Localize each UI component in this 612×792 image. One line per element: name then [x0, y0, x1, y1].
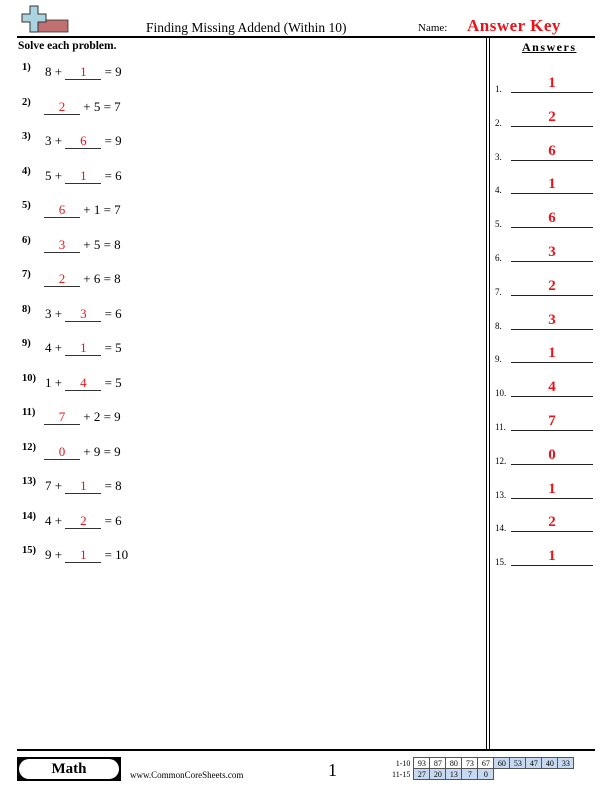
answer-field[interactable]: 2 [511, 513, 593, 532]
answer-number: 12. [495, 455, 507, 466]
answer-number: 8. [495, 320, 502, 331]
score-cell: 53 [510, 758, 526, 769]
answer-field[interactable]: 2 [511, 277, 593, 296]
answer-number: 3. [495, 151, 502, 162]
answer-number: 15. [495, 557, 507, 568]
equation [44, 99, 121, 115]
name-value: Answer Key [467, 16, 561, 35]
score-cell: 20 [430, 769, 446, 780]
answer-number: 10. [495, 388, 507, 399]
equation-right: + 2 = 9 [80, 409, 121, 424]
answer-row [495, 446, 595, 466]
equation-left: 3 + [45, 133, 66, 148]
problem-number: 3) [22, 131, 31, 142]
equation-right: = 6 [101, 305, 122, 321]
problem-number: 7) [22, 269, 31, 280]
equation-left: 7 + [45, 478, 66, 493]
subject-badge [17, 757, 121, 781]
score-row-label: 1-10 [395, 758, 411, 768]
equation [44, 237, 121, 253]
equation-right: = 6 [101, 167, 122, 183]
answer-row [495, 277, 595, 297]
worksheet-title: Finding Missing Addend (Within 10) [146, 20, 347, 35]
answer-number: 6. [495, 253, 502, 263]
answer-blank[interactable]: 3 [65, 306, 101, 322]
answer-number: 9. [495, 354, 502, 365]
score-cell: 80 [446, 758, 462, 769]
answer-field[interactable]: 4 [511, 378, 593, 397]
score-cell: 67 [478, 758, 494, 769]
problem-number: 2) [22, 96, 31, 108]
equation-right: = 5 [101, 340, 122, 355]
equation-right: = 6 [101, 512, 122, 528]
equation-left: 4 + [45, 340, 66, 355]
score-cell: 27 [414, 769, 430, 780]
answer-field[interactable]: 6 [511, 209, 593, 228]
equation-right: + 9 = 9 [80, 443, 121, 459]
answer-blank[interactable]: 3 [44, 237, 80, 253]
answer-row [495, 480, 595, 500]
answer-blank[interactable]: 2 [65, 513, 101, 529]
answer-blank[interactable]: 1 [65, 478, 101, 494]
equation [45, 513, 122, 529]
answer-number: 1. [495, 84, 502, 94]
answer-number: 7. [495, 286, 502, 297]
answer-number: 5. [495, 219, 502, 230]
equation [45, 64, 122, 80]
answer-blank[interactable]: 7 [44, 409, 80, 425]
page-number: 1 [328, 760, 337, 780]
problem-number: 8) [22, 303, 31, 315]
plus-logo-icon [18, 4, 70, 34]
answer-row [495, 547, 595, 567]
equation-right: = 5 [101, 374, 122, 390]
problem-number: 12) [22, 441, 36, 453]
answer-blank[interactable]: 1 [65, 340, 101, 356]
score-cell: 33 [558, 758, 574, 769]
answer-field[interactable]: 0 [511, 446, 593, 465]
equation-right: + 6 = 8 [80, 271, 121, 286]
problem-number: 1) [22, 62, 31, 73]
score-cell: 87 [430, 758, 446, 769]
subject-label: Math [19, 759, 119, 779]
problem-number: 9) [22, 338, 31, 349]
instructions: Solve each problem. [18, 40, 117, 52]
answer-row [495, 344, 595, 364]
score-table [390, 757, 574, 780]
problem-number: 15) [22, 545, 36, 556]
problem-number: 5) [22, 200, 31, 211]
equation [45, 168, 122, 184]
equation [45, 133, 122, 149]
answer-field[interactable]: 2 [511, 108, 593, 127]
equation-right: + 5 = 7 [80, 98, 121, 114]
answer-blank[interactable]: 1 [65, 168, 101, 184]
equation [44, 271, 121, 287]
answer-field[interactable]: 1 [511, 547, 593, 566]
answer-row [495, 142, 595, 162]
equation [44, 444, 121, 460]
problem-number: 13) [22, 476, 36, 487]
problem-number: 11) [22, 407, 36, 418]
equation-right: + 1 = 7 [80, 202, 121, 217]
answer-row [495, 311, 595, 331]
answer-blank[interactable]: 6 [65, 133, 101, 149]
answer-field[interactable]: 1 [511, 175, 593, 194]
problem-number: 4) [22, 165, 31, 177]
answer-field[interactable]: 7 [511, 412, 593, 431]
header-divider [17, 36, 595, 38]
answer-row [495, 209, 595, 229]
problem-number: 6) [22, 234, 31, 246]
answer-field[interactable]: 1 [511, 74, 593, 93]
answer-number: 11. [495, 422, 506, 432]
equation-left: 1 + [45, 374, 66, 390]
answer-field[interactable]: 3 [511, 311, 593, 330]
answer-blank[interactable]: 6 [44, 202, 80, 218]
answer-field[interactable]: 6 [511, 142, 593, 161]
answer-field[interactable]: 1 [511, 344, 593, 363]
answers-heading: Answers [522, 40, 577, 54]
answer-row [495, 412, 595, 432]
answer-row [495, 108, 595, 128]
equation-left: 3 + [45, 305, 66, 321]
equation [45, 306, 122, 322]
column-divider [486, 38, 490, 749]
equation [45, 340, 122, 356]
equation-left: 5 + [45, 167, 66, 183]
answer-blank[interactable]: 1 [65, 547, 101, 563]
equation-right: = 10 [101, 547, 129, 562]
answer-blank[interactable]: 4 [65, 375, 101, 391]
answer-row [495, 378, 595, 398]
name-label: Name: [418, 22, 448, 34]
score-cell: 13 [446, 769, 462, 780]
website-link: www.CommonCoreSheets.com [130, 770, 244, 780]
answer-number: 2. [495, 117, 502, 128]
problem-number: 10) [22, 372, 36, 384]
answer-row [495, 243, 595, 263]
footer-divider [17, 749, 595, 751]
score-cell: 47 [526, 758, 542, 769]
equation-left: 8 + [45, 64, 66, 79]
answer-row [495, 175, 595, 195]
answer-row [495, 74, 595, 94]
score-row-label: 11-15 [392, 769, 411, 779]
equation-right: = 9 [101, 133, 122, 148]
equation-left: 9 + [45, 547, 66, 562]
equation [45, 478, 122, 494]
equation-right: = 8 [101, 478, 122, 493]
answer-field[interactable]: 1 [511, 480, 593, 499]
equation [44, 409, 121, 425]
answer-number: 14. [495, 523, 507, 534]
score-cell: 73 [462, 758, 478, 769]
answer-blank[interactable]: 1 [65, 64, 101, 80]
answer-field[interactable]: 3 [511, 243, 593, 262]
equation [44, 202, 121, 218]
problem-number: 14) [22, 510, 36, 522]
answer-number: 4. [495, 185, 502, 196]
score-cell: 93 [414, 758, 430, 769]
score-cell: 40 [542, 758, 558, 769]
equation-right: = 9 [101, 64, 122, 79]
equation-right: + 5 = 8 [80, 236, 121, 252]
answer-blank[interactable]: 2 [44, 271, 80, 287]
answer-blank[interactable]: 0 [44, 444, 80, 460]
score-cell: 60 [494, 758, 510, 769]
answer-number: 13. [495, 489, 507, 500]
score-cell: 0 [478, 769, 494, 780]
answer-row [495, 513, 595, 533]
equation [45, 375, 122, 391]
answer-blank[interactable]: 2 [44, 99, 80, 115]
equation [45, 547, 128, 563]
score-cell: 7 [462, 769, 478, 780]
equation-left: 4 + [45, 512, 66, 528]
